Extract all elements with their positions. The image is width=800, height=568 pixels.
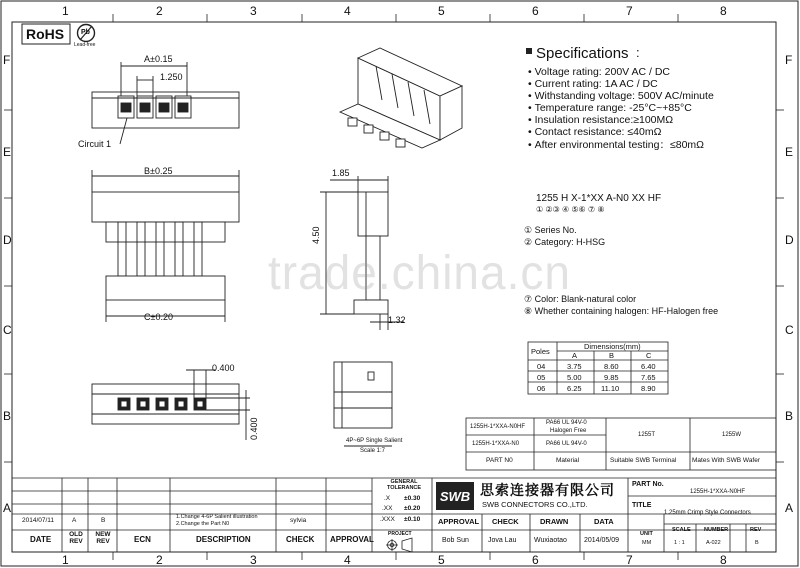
col-label-3: 3: [250, 4, 257, 18]
spec-item: • Voltage rating: 200V AC / DC: [528, 66, 671, 78]
dims-col-c: C: [646, 351, 652, 360]
row-label-a: A: [3, 501, 12, 515]
scale-value: 1 : 1: [674, 540, 685, 546]
col-label-6: 6: [532, 4, 539, 18]
dims-cell: 04: [537, 362, 546, 371]
dims-group-header: Dimensions(mm): [584, 342, 641, 351]
bom-part-1: 1255H-1*XXA-N0HF: [470, 424, 526, 430]
row-label-d: D: [3, 233, 12, 247]
dim-b-label: B±0.25: [144, 166, 173, 176]
rev-desc-2: 2.Change the Part N0: [176, 521, 230, 527]
rohs-label: RoHS: [26, 26, 65, 42]
tolerance-value: ±0.20: [404, 505, 421, 512]
rev-label: REV: [750, 527, 762, 533]
company-name-cn: 思索连接器有限公司: [480, 482, 615, 498]
dims-cell: 3.75: [567, 362, 582, 371]
isometric-view: [340, 48, 462, 148]
dim-pin-label: 1.32: [388, 315, 406, 325]
approval-label: APPROVAL: [438, 517, 480, 526]
check-value: Jova Lau: [488, 537, 517, 544]
row-label-b: B: [3, 409, 12, 423]
title-value: 1.25mm Crimp Style Connectors: [664, 510, 751, 516]
col-label-5-bottom: 5: [438, 553, 445, 567]
front-view: [92, 170, 239, 322]
dims-cell: 05: [537, 373, 546, 382]
lead-free-caption: Lead-free: [74, 42, 96, 48]
dim-pin-width-label: 0.400: [212, 363, 235, 373]
spec-item: • After environmental testing：≤80mΩ: [528, 139, 705, 151]
spec-item: • Temperature range: -25°C~+85°C: [528, 102, 692, 114]
specs-title: Specifications: [536, 45, 629, 62]
date-value: 2014/05/09: [584, 537, 620, 544]
salient-scale: Scale 1:7: [360, 448, 386, 454]
bom-wafer: 1255W: [722, 432, 742, 438]
bom-terminal: 1255T: [638, 432, 656, 438]
col-label-1: 1: [62, 4, 69, 18]
bottom-view: [92, 370, 250, 440]
rev-header-check: CHECK: [286, 535, 315, 544]
rev-header-new: NEW REV: [95, 531, 111, 545]
row-label-d-right: D: [785, 233, 794, 247]
part-note: ② Category: H-HSG: [524, 237, 606, 247]
col-label-4-bottom: 4: [344, 553, 351, 567]
bom-header-material: Material: [556, 457, 580, 464]
bom-header-wafer: Mates With SWB Wafer: [692, 457, 761, 464]
dims-cell: 7.65: [641, 373, 656, 382]
bom-part-2: 1255H-1*XXA-N0: [472, 441, 520, 447]
approval-value: Bob Sun: [442, 537, 469, 544]
number-value: A-022: [706, 540, 721, 546]
rev-date: 2014/07/11: [22, 517, 55, 524]
check-label: CHECK: [492, 517, 519, 526]
part-code-markers: ① ②③ ④ ⑤⑥ ⑦ ⑧: [536, 205, 605, 214]
salient-view: [334, 362, 392, 446]
part-no-label: PART No.: [632, 481, 664, 488]
dims-cell: 8.60: [604, 362, 619, 371]
spec-item: • Current rating: 1A AC / DC: [528, 78, 658, 90]
bom-header-part: PART N0: [486, 457, 513, 464]
row-label-e: E: [3, 145, 12, 159]
tolerance-value: ±0.30: [404, 495, 421, 502]
watermark: trade.china.cn: [268, 244, 571, 300]
row-label-b-right: B: [785, 409, 794, 423]
col-label-7-bottom: 7: [626, 553, 633, 567]
dims-cell: 8.90: [641, 384, 656, 393]
dim-pin-height-label: 0.400: [249, 417, 259, 440]
rev-header-ecn: ECN: [134, 535, 151, 544]
tolerance-title: GENERAL TOLERANCE: [386, 479, 422, 491]
dim-a-label: A±0.15: [144, 54, 173, 64]
bom-material-1a: PA66 UL 94V-0: [546, 420, 587, 426]
dims-cell: 06: [537, 384, 546, 393]
dim-c-label: C±0.20: [144, 312, 173, 322]
circuit-label: Circuit 1: [78, 139, 112, 149]
tolerance-key: .XXX: [380, 516, 395, 523]
dims-col-a: A: [572, 351, 578, 360]
dims-cell: 5.00: [567, 373, 582, 382]
row-label-c: C: [3, 323, 12, 337]
part-note: ⑦ Color: Blank-natural color: [524, 294, 637, 304]
col-label-1-bottom: 1: [62, 553, 69, 567]
dim-width-label: 1.85: [332, 168, 350, 178]
tolerance-key: .X: [384, 495, 391, 502]
pb-icon: Pb: [81, 29, 90, 36]
rev-check: sylvia: [290, 517, 307, 524]
rev-desc-1: 1.Change 4-6P Salient illustration: [176, 514, 258, 520]
company-logo: SWB: [436, 482, 474, 510]
rev-old: A: [72, 517, 77, 524]
spec-item: • Withstanding voltage: 500V AC/minute: [528, 90, 714, 102]
part-code: 1255 H X-1*XX A-N0 XX HF: [536, 193, 662, 204]
row-label-a-right: A: [785, 501, 794, 515]
rev-header-description: DESCRIPTION: [196, 535, 251, 544]
projection-label: PROJECT: [388, 531, 412, 537]
dims-cell: 9.85: [604, 373, 619, 382]
part-note: ① Series No.: [524, 225, 577, 235]
col-label-2-bottom: 2: [156, 553, 163, 567]
projection-symbol: [386, 538, 412, 552]
rev-header-date: DATE: [30, 535, 52, 544]
dim-pitch-label: 1.250: [160, 72, 183, 82]
col-label-8-bottom: 8: [720, 553, 727, 567]
row-label-c-right: C: [785, 323, 794, 337]
part-note: ⑧ Whether containing halogen: HF-Halogen free: [524, 306, 719, 316]
col-label-7: 7: [626, 4, 633, 18]
rev-value: B: [755, 540, 759, 546]
col-label-2: 2: [156, 4, 163, 18]
data-label: DATA: [594, 517, 614, 526]
rev-new: B: [101, 517, 106, 524]
bom-material-2: PA66 UL 94V-0: [546, 441, 587, 447]
drawn-value: Wuxiaotao: [534, 537, 567, 544]
part-no-value: 1255H-1*XXA-N0HF: [690, 489, 746, 495]
spec-item: • Contact resistance: ≤40mΩ: [528, 126, 662, 138]
title-label: TITLE: [632, 502, 652, 509]
col-label-3-bottom: 3: [250, 553, 257, 567]
number-label: NUMBER: [704, 527, 729, 533]
row-label-f: F: [3, 53, 11, 67]
col-label-6-bottom: 6: [532, 553, 539, 567]
drawn-label: DRAWN: [540, 517, 569, 526]
unit-label: UNIT: [640, 531, 653, 537]
rev-header-approval: APPROVAL: [330, 535, 374, 544]
bom-header-terminal: Suitable SWB Terminal: [610, 457, 677, 464]
col-label-5: 5: [438, 4, 445, 18]
bom-material-1b: Halogen Free: [550, 428, 587, 434]
col-label-8: 8: [720, 4, 727, 18]
salient-caption: 4P~6P Single Salient: [346, 438, 403, 444]
dims-cell: 6.25: [567, 384, 582, 393]
col-label-4: 4: [344, 4, 351, 18]
tolerance-value: ±0.10: [404, 516, 421, 523]
dims-cell: 6.40: [641, 362, 656, 371]
dims-cell: 11.10: [601, 384, 620, 393]
dims-poles-header: Poles: [531, 347, 550, 356]
company-name-en: SWB CONNECTORS CO.,LTD.: [482, 500, 588, 509]
row-label-f-right: F: [785, 53, 793, 67]
spec-item: • Insulation resistance:≥100MΩ: [528, 114, 674, 126]
dims-col-b: B: [609, 351, 615, 360]
specs-title-colon: :: [636, 45, 640, 60]
row-label-e-right: E: [785, 145, 794, 159]
scale-label: SCALE: [672, 527, 691, 533]
unit-value: MM: [642, 540, 652, 546]
tolerance-key: .XX: [382, 505, 393, 512]
dim-height-label: 4.50: [311, 226, 321, 244]
rev-header-old: OLD REV: [69, 531, 83, 545]
